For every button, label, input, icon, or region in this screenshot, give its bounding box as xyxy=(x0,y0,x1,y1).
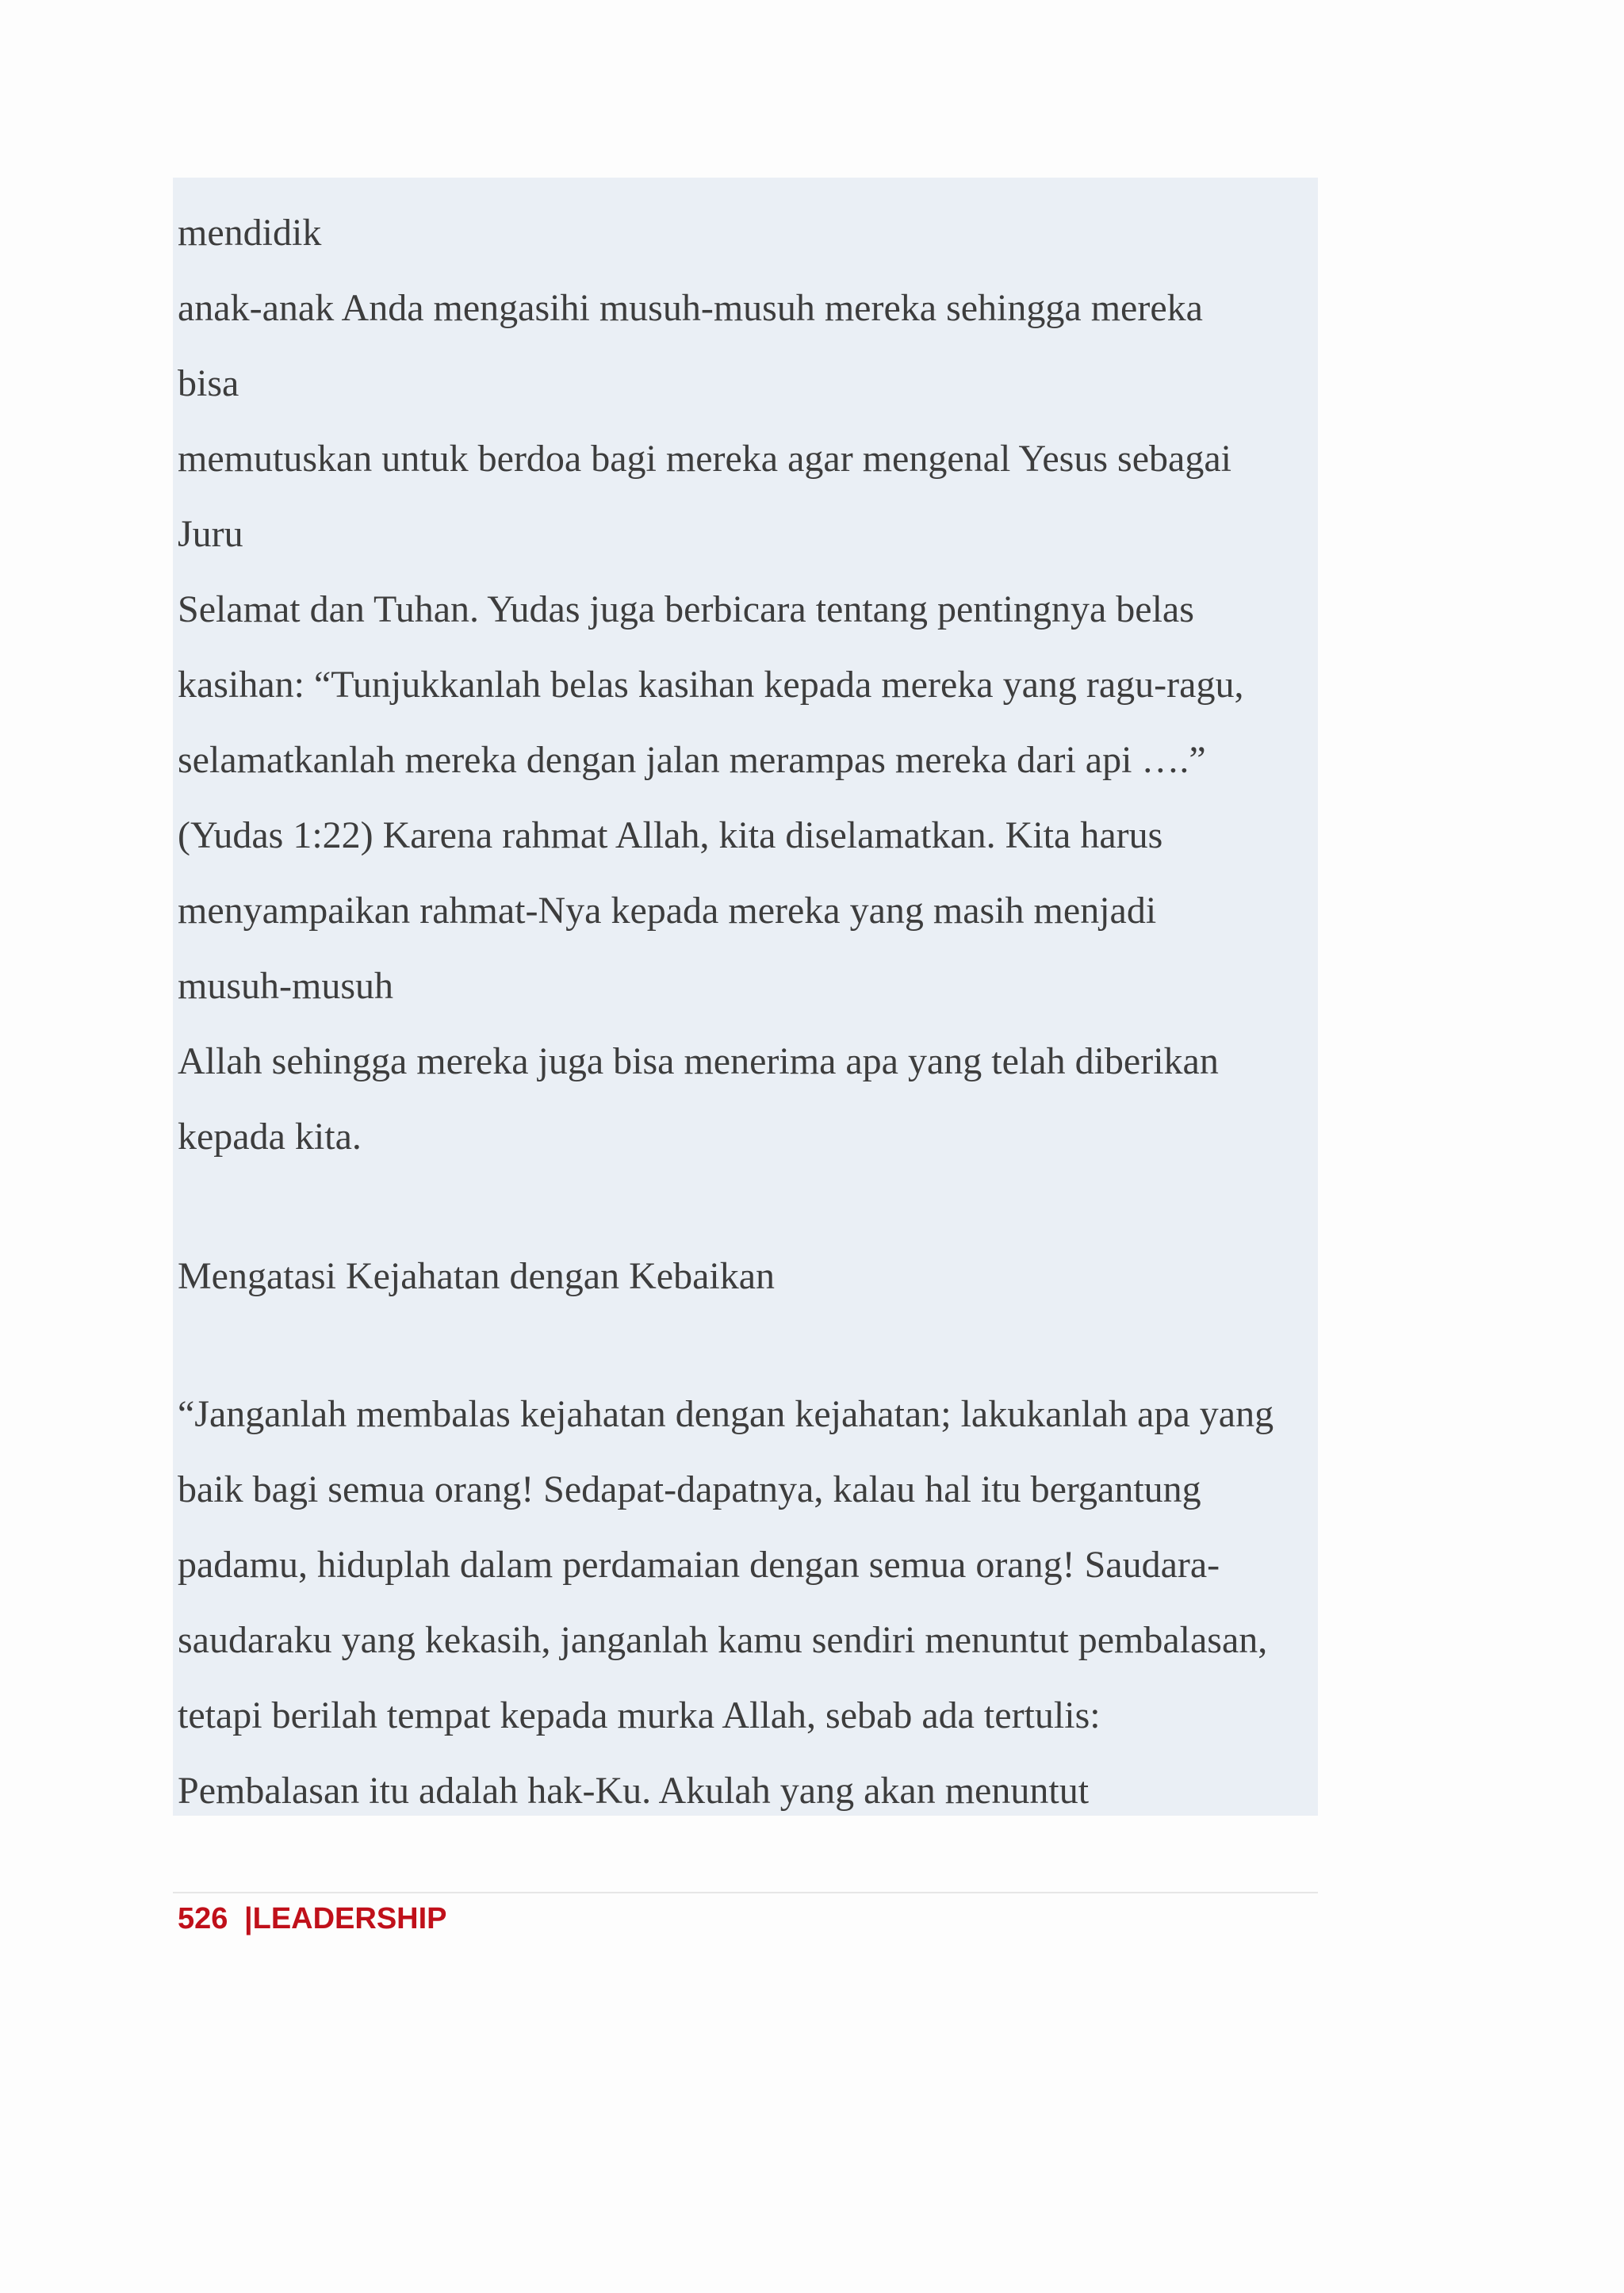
quote-line: saudaraku yang kekasih, janganlah kamu sendiri menuntut pembalasan, xyxy=(178,1619,1268,1661)
quote-line: baik bagi semua orang! Sedapat-dapatnya, kalau hal itu bergantung xyxy=(178,1468,1201,1510)
body-line: menyampaikan rahmat-Nya kepada mereka yang masih menjadi xyxy=(178,890,1157,932)
body-line: anak-anak Anda mengasihi musuh-musuh mereka sehingga mereka xyxy=(178,287,1203,329)
body-line: Juru xyxy=(178,513,243,555)
body-line: Selamat dan Tuhan. Yudas juga berbicara tentang pentingnya belas xyxy=(178,588,1194,630)
quote-line: Pembalasan itu adalah hak-Ku. Akulah yang akan menuntut xyxy=(178,1770,1090,1812)
body-line: (Yudas 1:22) Karena rahmat Allah, kita diselamatkan. Kita harus xyxy=(178,814,1163,856)
body-line: kepada kita. xyxy=(178,1116,362,1158)
section-heading: Mengatasi Kejahatan dengan Kebaikan xyxy=(178,1255,776,1297)
quote-line: “Janganlah membalas kejahatan dengan kejahatan; lakukanlah apa yang xyxy=(178,1393,1274,1435)
body-line: memutuskan untuk berdoa bagi mereka agar mengenal Yesus sebagai xyxy=(178,438,1231,480)
body-line: mendidik xyxy=(178,212,322,254)
page-number: 526 xyxy=(178,1902,228,1935)
body-line: bisa xyxy=(178,362,239,404)
section-title: LEADERSHIP xyxy=(252,1902,447,1935)
footer-divider xyxy=(173,1892,1318,1893)
body-line: musuh-musuh xyxy=(178,965,394,1007)
body-line: Allah sehingga mereka juga bisa menerima apa yang telah diberikan xyxy=(178,1040,1219,1082)
quote-line: tetapi berilah tempat kepada murka Allah, sebab ada tertulis: xyxy=(178,1694,1101,1736)
footer-separator: | xyxy=(243,1902,253,1935)
body-line: kasihan: “Tunjukkanlah belas kasihan kepada mereka yang ragu-ragu, xyxy=(178,664,1244,706)
body-line: selamatkanlah mereka dengan jalan merampas mereka dari api ….” xyxy=(178,739,1206,781)
quote-line: padamu, hiduplah dalam perdamaian dengan semua orang! Saudara- xyxy=(178,1544,1220,1586)
highlighted-text-block xyxy=(173,178,1318,1816)
page-footer xyxy=(178,1897,447,1941)
